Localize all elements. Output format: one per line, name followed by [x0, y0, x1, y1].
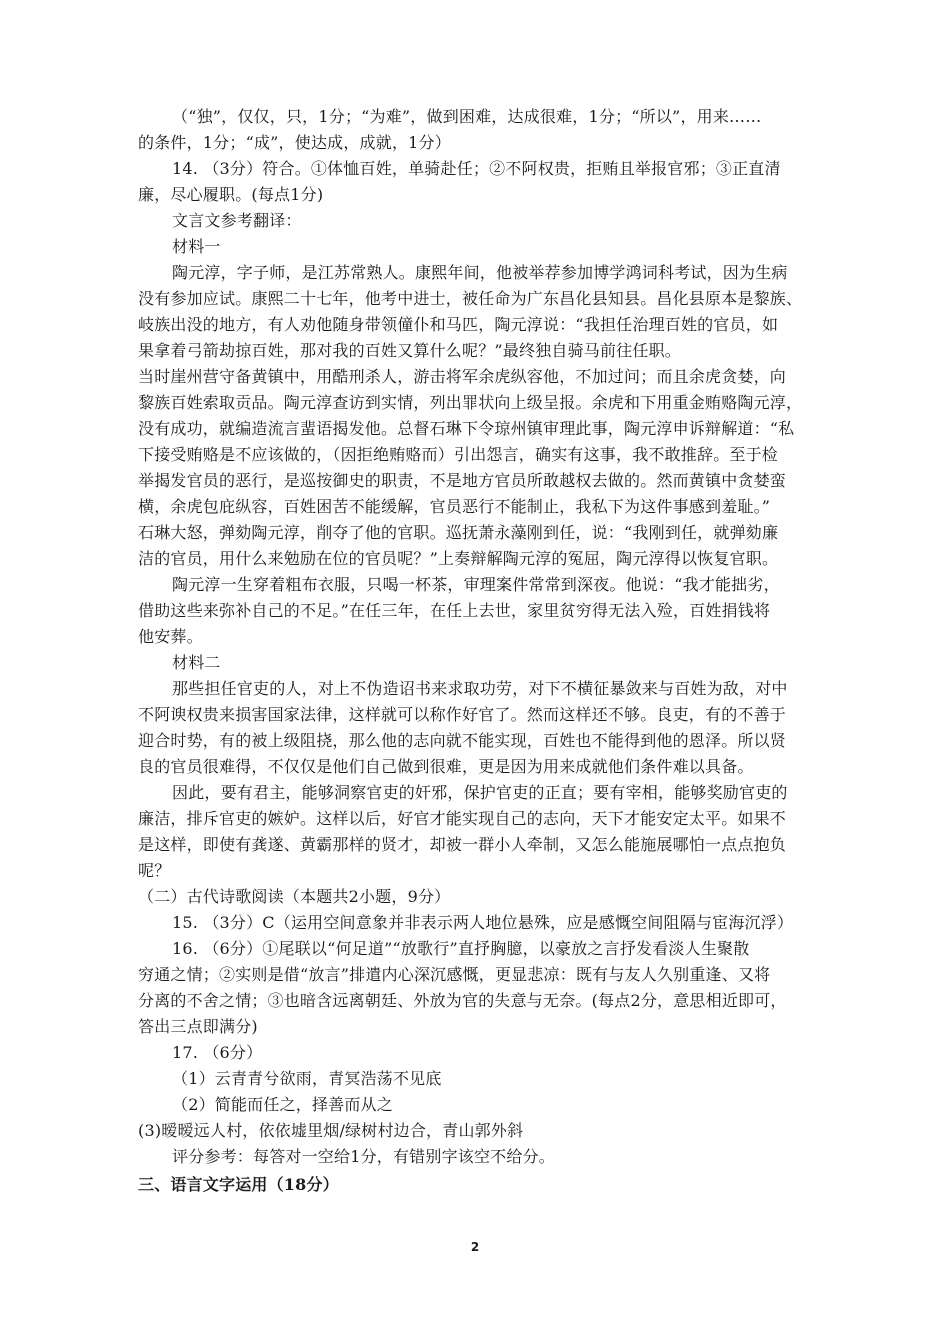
paragraph-line: 迎合时势，有的被上级阻挠，那么他的志向就不能实现，百姓也不能得到他的恩泽。所以贤 — [138, 731, 787, 750]
scoring-note: 评分参考：每答对一空给1分，有错别字该空不给分。 — [172, 1147, 555, 1166]
paragraph-line: 没有参加应试。康熙二十七年，他考中进士，被任命为广东昌化县知县。昌化县原本是黎族、 — [138, 289, 803, 308]
answer-14-line-2: 廉，尽心履职。(每点1分) — [138, 185, 324, 204]
answer-17-item-2: （2）简能而任之，择善而从之 — [172, 1095, 393, 1114]
paragraph-line: 洁的官员，用什么来勉励在位的官员呢？”上奏辩解陶元淳的冤屈，陶元淳得以恢复官职。 — [138, 549, 779, 568]
answer-15: 15. （3分）C（运用空间意象并非表示两人地位悬殊，应是感慨空间阻隔与宦海沉浮） — [172, 913, 794, 932]
paragraph-line: 呢？ — [138, 861, 171, 880]
answer-16-line-2: 穷通之情；②实则是借“放言”排遣内心深沉感慨，更显悲凉：既有与友人久别重逢、又将 — [138, 965, 771, 984]
material-two-heading: 材料二 — [172, 653, 221, 672]
paragraph-line: 因此，要有君主，能够洞察官吏的奸邪，保护官吏的正直；要有宰相，能够奖励官吏的 — [172, 783, 788, 802]
translation-heading: 文言文参考翻译： — [172, 211, 302, 230]
paragraph-line: 岐族出没的地方，有人劝他随身带领僮仆和马匹，陶元淳说：“我担任治理百姓的官员，如 — [138, 315, 779, 334]
answer-17-heading: 17. （6分） — [172, 1043, 263, 1062]
paragraph-line: 没有成功，就编造流言蜚语揭发他。总督石琳下令琼州镇审理此事，陶元淳申诉辩解道：“私 — [138, 419, 795, 438]
answer-16-line-1: 16. （6分）①尾联以“何足道”“放歌行”直抒胸臆，以豪放之言抒发看淡人生聚散 — [172, 939, 750, 958]
answer-16-line-3: 分离的不舍之情；③也暗含远离朝廷、外放为官的失意与无奈。(每点2分，意思相近即可， — [138, 991, 787, 1010]
document-page — [138, 104, 816, 1198]
paragraph-line: 陶元淳，字子师，是江苏常熟人。康熙年间，他被举荐参加博学鸿词科考试，因为生病 — [172, 263, 788, 282]
answer-17-item-3: (3)暧暧远人村，依依墟里烟/绿树村边合，青山郭外斜 — [138, 1121, 524, 1140]
poetry-section-heading: （二）古代诗歌阅读（本题共2小题，9分） — [138, 887, 451, 906]
paragraph-line: 横，余虎包庇纵容，百姓困苦不能缓解，官员恶行不能制止，我私下为这件事感到羞耻。” — [138, 497, 771, 516]
paragraph-line: 当时崖州营守备黄镇中，用酷刑杀人，游击将军余虎纵容他，不加过问；而且余虎贪婪，向 — [138, 367, 787, 386]
paragraph-line: 廉洁，排斥官吏的嫉妒。这样以后，好官才能实现自己的志向，天下才能安定太平。如果不 — [138, 809, 787, 828]
paragraph-line: 果拿着弓箭劫掠百姓，那对我的百姓又算什么呢？”最终独自骑马前往任职。 — [138, 341, 681, 360]
paragraph-line: 借助这些来弥补自己的不足。”在任三年，在任上去世，家里贫穷得无法入殓，百姓捐钱将 — [138, 601, 771, 620]
language-section-heading: 三、语言文字运用（18分） — [138, 1175, 339, 1194]
paragraph-line: 那些担任官吏的人，对上不伪造诏书来求取功劳，对下不横征暴敛来与百姓为敌，对中 — [172, 679, 788, 698]
answer-note-line-1: （“独”，仅仅，只，1分；“为难”，做到困难，达成很难，1分；“所以”，用来…… — [172, 107, 762, 126]
paragraph-line: 他安葬。 — [138, 627, 203, 646]
material-one-heading: 材料一 — [172, 237, 221, 256]
page-number: 2 — [470, 1240, 480, 1254]
paragraph-line: 举揭发官员的恶行，是巡按御史的职责，不是地方官员所敢越权去做的。然而黄镇中贪婪蛮 — [138, 471, 787, 490]
material-two-translation — [138, 676, 816, 884]
answer-note-line-2: 的条件，1分；“成”，使达成，成就，1分） — [138, 133, 451, 152]
material-one-translation — [138, 260, 816, 650]
paragraph-line: 不阿谀权贵来损害国家法律，这样就可以称作好官了。然而这样还不够。良吏，有的不善于 — [138, 705, 787, 724]
paragraph-line: 良的官员很难得，不仅仅是他们自己做到很难，更是因为用来成就他们条件难以具备。 — [138, 757, 754, 776]
paragraph-line: 下接受贿赂是不应该做的，（因拒绝贿赂而）引出怨言，确实有这事，我不敢推辞。至于检 — [138, 445, 779, 464]
paragraph-line: 石琳大怒，弹劾陶元淳，削夺了他的官职。巡抚萧永藻刚到任，说：“我刚到任，就弹劾廉 — [138, 523, 779, 542]
paragraph-line: 是这样，即使有龚遂、黄霸那样的贤才，却被一群小人牵制，又怎么能施展哪怕一点点抱负 — [138, 835, 787, 854]
answer-16-line-4: 答出三点即满分) — [138, 1017, 258, 1036]
answer-17-item-1: （1）云青青兮欲雨，青冥浩荡不见底 — [172, 1069, 442, 1088]
paragraph-line: 陶元淳一生穿着粗布衣服，只喝一杯茶，审理案件常常到深夜。他说：“我才能拙劣， — [172, 575, 780, 594]
paragraph-line: 黎族百姓索取贡品。陶元淳查访到实情，列出罪状向上级呈报。余虎和下用重金贿赂陶元淳， — [138, 393, 803, 412]
answer-14-line-1: 14. （3分）符合。①体恤百姓，单骑赴任；②不阿权贵，拒贿且举报官邪；③正直清 — [172, 159, 781, 178]
